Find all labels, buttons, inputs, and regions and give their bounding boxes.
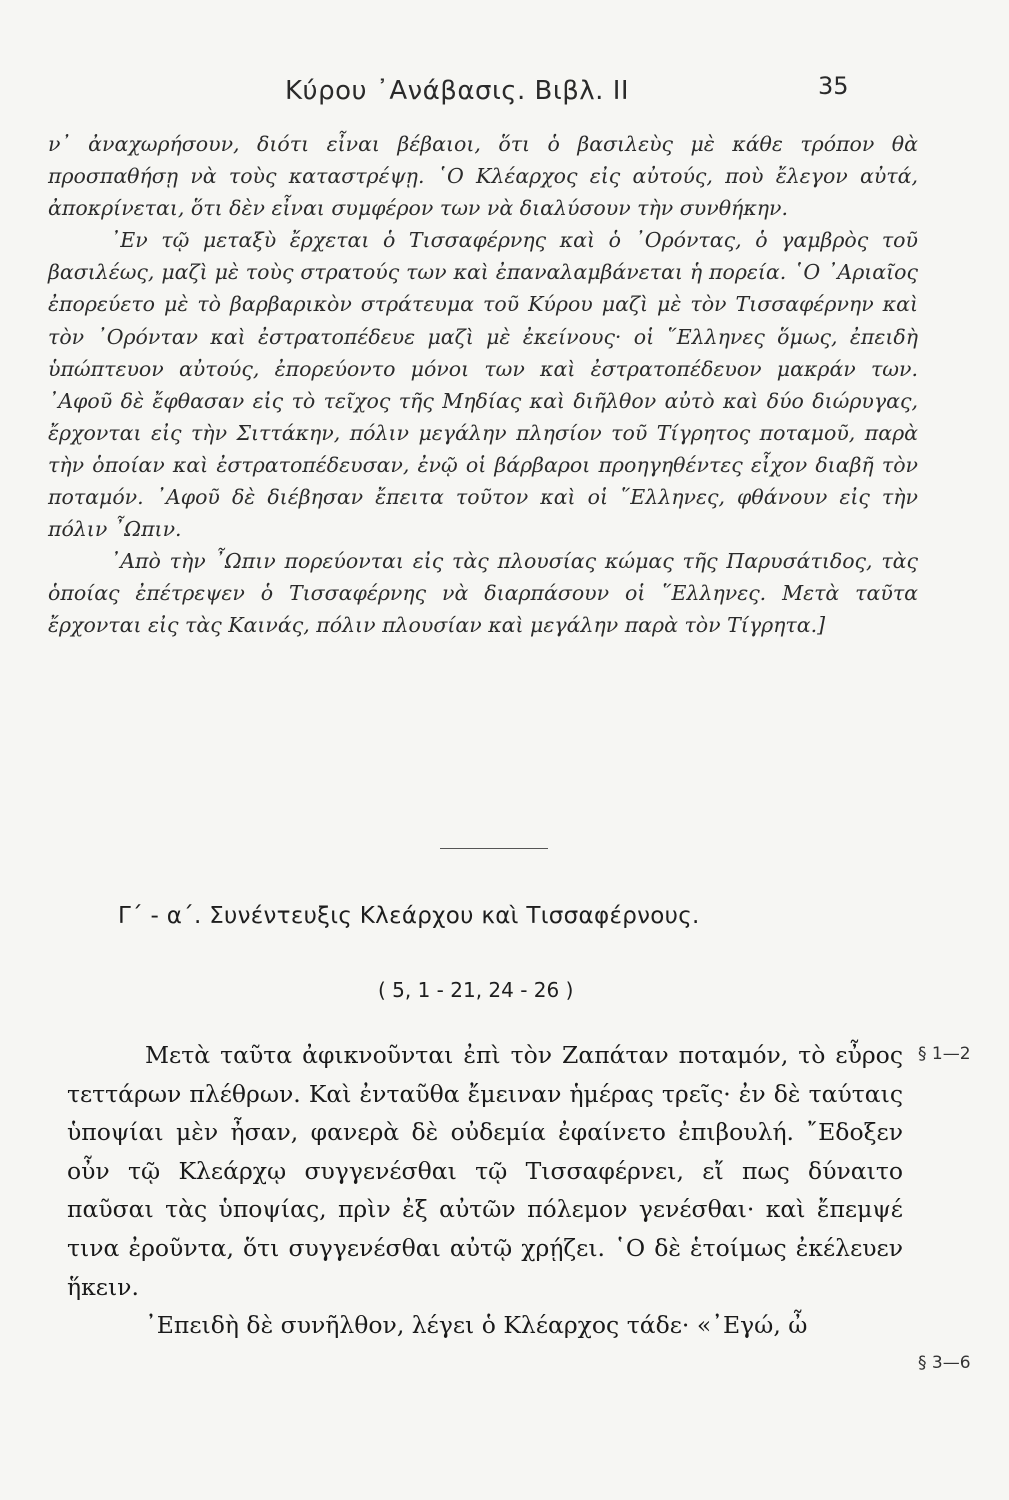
main-greek-text bbox=[67, 1036, 903, 1345]
section-heading: Γ΄ - α΄. Συνέντευξις Κλεάρχου καὶ Τισσαφέρνους. bbox=[118, 903, 700, 929]
section-divider bbox=[440, 848, 548, 849]
margin-note-section-1-2: § 1—2 bbox=[918, 1044, 971, 1064]
summary-paragraph: ᾿Εν τῷ μεταξὺ ἔρχεται ὁ Τισσαφέρνης καὶ ὁ ᾿Ορόντας, ὁ γαμβρὸς τοῦ βασιλέως, μαζὶ μὲ τοὺς στρατούς των καὶ ἐπαναλαμβάνεται ἡ πορεία. ῾Ο ᾿Αριαῖος ἐπορεύετο μὲ τὸ βαρβαρικὸν στράτευμα τοῦ Κύρου μαζὶ μὲ τὸν Τισσαφέρνην καὶ τὸν ᾿Ορόνταν καὶ ἐστρατοπέδευε μαζὶ μὲ ἐκείνους· οἱ ῞Ελληνες ὅμως, ἐπειδὴ ὑπώπτευον αὐτούς, ἐπορεύοντο μόνοι των καὶ ἐστρατοπέδευον μακράν των. ᾿Αφοῦ δὲ ἔφθασαν εἰς τὸ τεῖχος τῆς Μηδίας καὶ διῆλθον αὐτὸ καὶ δύο διώρυγας, ἔρχονται εἰς τὴν Σιττάκην, πόλιν μεγάλην πλησίον τοῦ Τίγρητος ποταμοῦ, παρὰ τὴν ὁποίαν καὶ ἐστρατοπέδευσαν, ἐνῷ οἱ βάρβαροι προηγηθέντες εἶχον διαβῆ τὸν ποταμόν. ᾿Αφοῦ δὲ διέβησαν ἔπειτα τοῦτον καὶ οἱ ῞Ελληνες, φθάνουν εἰς τὴν πόλιν ῏Ωπιν. bbox=[48, 228, 918, 542]
main-paragraph: Μετὰ ταῦτα ἀφικνοῦνται ἐπὶ τὸν Ζαπάταν ποταμόν, τὸ εὖρος τεττάρων πλέθρων. Καὶ ἐνταῦθα ἔμειναν ἡμέρας τρεῖς· ἐν δὲ ταύταις ὑποψίαι μὲν ἦσαν, φανερὰ δὲ οὐδεμία ἐφαίνετο ἐπιβουλή. ῎Εδοξεν οὖν τῷ Κλεάρχῳ συγγενέσθαι τῷ Τισσαφέρνει, εἴ πως δύναιτο παῦσαι τὰς ὑποψίας, πρὶν ἐξ αὐτῶν πόλεμον γενέσθαι· καὶ ἔπεμψέ τινα ἐροῦντα, ὅτι συγγενέσθαι αὐτῷ χρῄζει. ῾Ο δὲ ἑτοίμως ἐκέλευεν ἥκειν. bbox=[67, 1041, 903, 1301]
running-head: Κύρου ᾿Ανάβασις. Βιβλ. ΙΙ bbox=[285, 76, 630, 106]
summary-paragraph: ν᾿ ἀναχωρήσουν, διότι εἶναι βέβαιοι, ὅτι ὁ βασιλεὺς μὲ κάθε τρόπον θὰ προσπαθήσῃ νὰ τοὺς καταστρέψῃ. ῾Ο Κλέαρχος εἰς αὐτούς, ποὺ ἔλεγον αὐτά, ἀποκρίνεται, ὅτι δὲν εἶναι συμφέρον των νὰ διαλύσουν τὴν συνθήκην. bbox=[48, 132, 918, 221]
main-paragraph: ᾿Επειδὴ δὲ συνῆλθον, λέγει ὁ Κλέαρχος τάδε· «᾿Εγώ, ὦ bbox=[145, 1311, 808, 1340]
page-header bbox=[0, 72, 1009, 112]
margin-note-section-3-6: § 3—6 bbox=[918, 1353, 971, 1373]
summary-paragraph: ᾿Απὸ τὴν ῏Ωπιν πορεύονται εἰς τὰς πλουσίας κώμας τῆς Παρυσάτιδος, τὰς ὁποίας ἐπέτρεψεν ὁ Τισσαφέρνης νὰ διαρπάσουν οἱ ῞Ελληνες. Μετὰ ταῦτα ἔρχονται εἰς τὰς Καινάς, πόλιν πλουσίαν καὶ μεγάλην παρὰ τὸν Τίγρητα.] bbox=[48, 549, 918, 638]
page-number: 35 bbox=[818, 72, 849, 100]
section-reference: ( 5, 1 - 21, 24 - 26 ) bbox=[378, 978, 574, 1002]
summary-text bbox=[48, 128, 918, 642]
